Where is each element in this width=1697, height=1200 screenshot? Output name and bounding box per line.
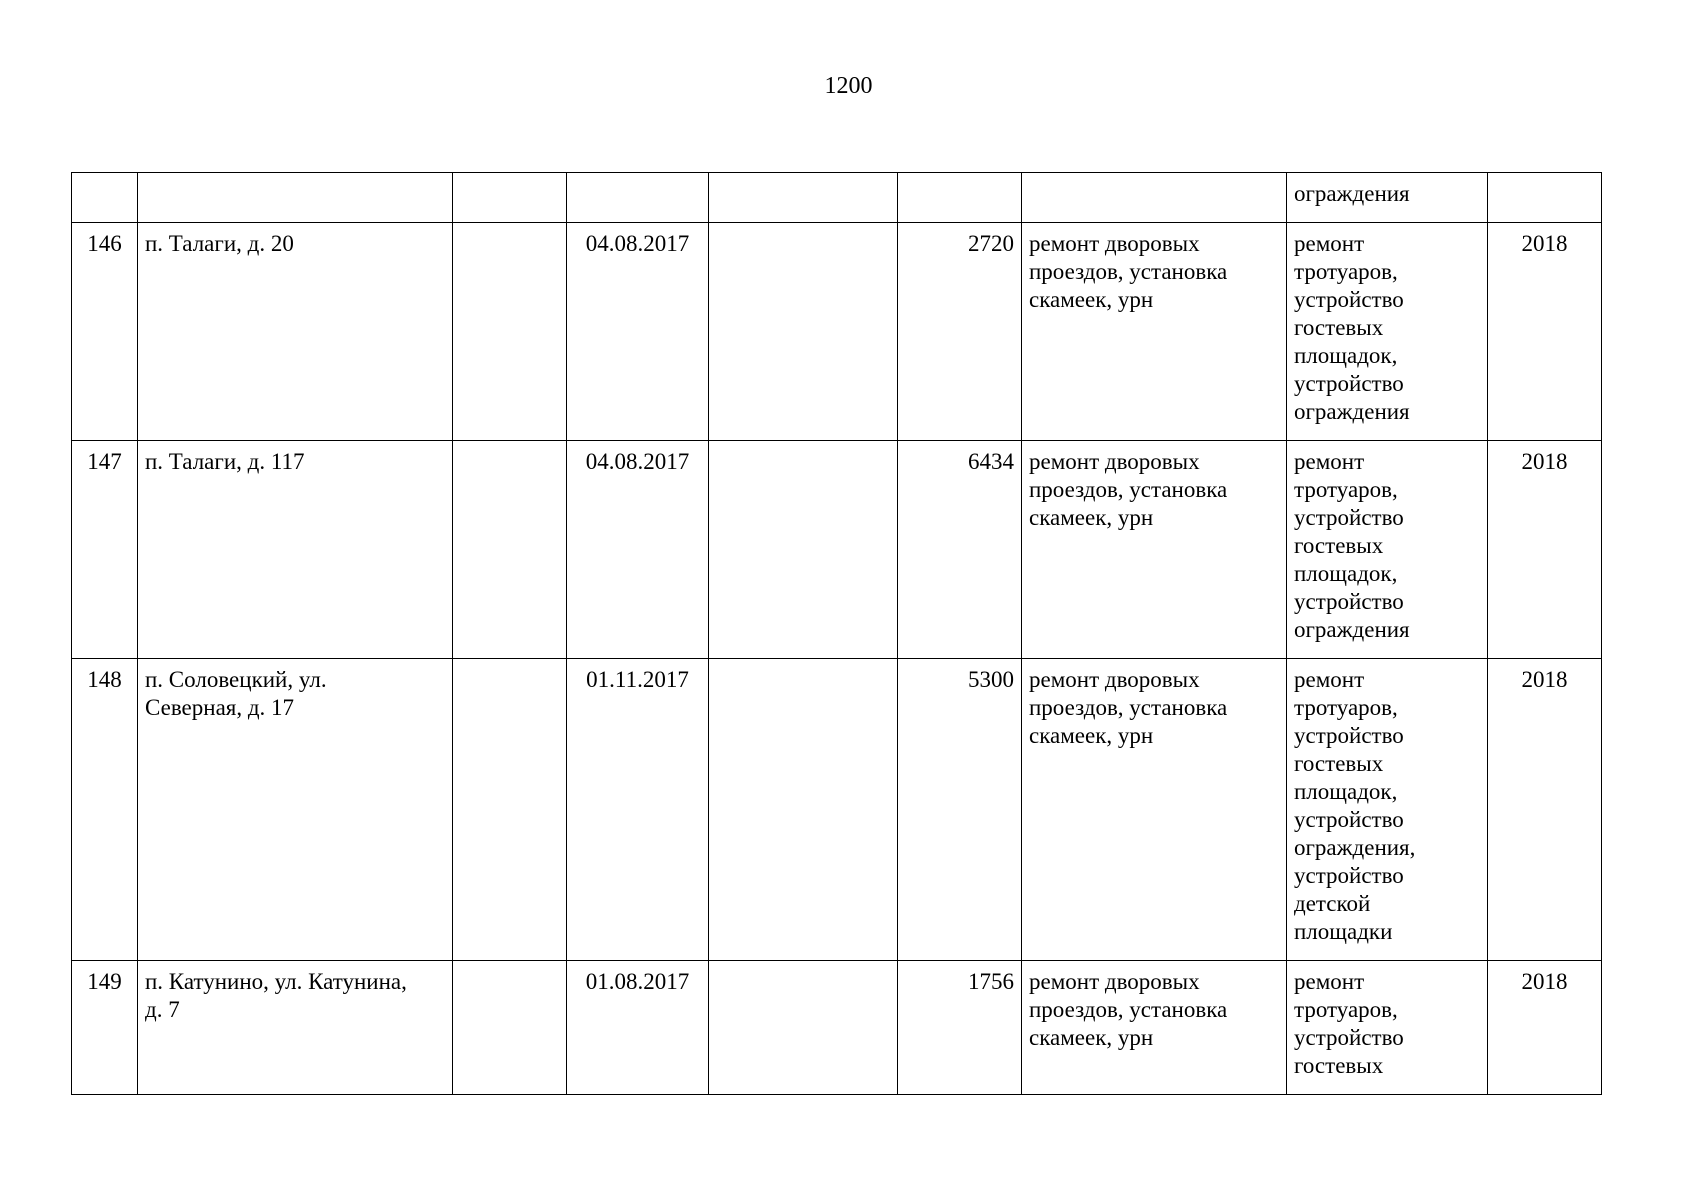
- cell-address-text: п. Соловецкий, ул. Северная, д. 17: [145, 667, 327, 720]
- cell-work-primary: [1022, 173, 1287, 223]
- cell-area: [898, 223, 1022, 441]
- cell-work-additional-text: ограждения: [1294, 181, 1410, 206]
- table-row: [72, 223, 1602, 441]
- cell-address: [138, 441, 453, 659]
- cell-number: [72, 659, 138, 961]
- cell-year-text: 2018: [1521, 449, 1568, 474]
- cell-area-text: 6434: [968, 449, 1014, 474]
- cell-area-text: 1756: [968, 969, 1014, 994]
- cell-date: [567, 173, 709, 223]
- cell-year: [1488, 173, 1602, 223]
- cell-empty: [453, 223, 567, 441]
- cell-work-primary-text: ремонт дворовых проездов, установка скамеек, урн: [1029, 449, 1228, 530]
- cell-work-primary-text: ремонт дворовых проездов, установка скамеек, урн: [1029, 667, 1228, 748]
- cell-work-additional-text: ремонт тротуаров, устройство гостевых площадок, устройство ограждения, устройство детской площадки: [1294, 667, 1416, 944]
- cell-work-primary: [1022, 659, 1287, 961]
- cell-year-text: 2018: [1521, 667, 1568, 692]
- table-row: [72, 961, 1602, 1095]
- cell-area-text: 2720: [968, 231, 1014, 256]
- cell-area: [898, 441, 1022, 659]
- cell-work-primary-text: ремонт дворовых проездов, установка скамеек, урн: [1029, 231, 1228, 312]
- cell-empty: [709, 961, 898, 1095]
- table-row: [72, 659, 1602, 961]
- cell-empty: [709, 441, 898, 659]
- cell-date-text: 01.08.2017: [585, 969, 690, 994]
- cell-work-additional: [1287, 173, 1488, 223]
- cell-work-additional-text: ремонт тротуаров, устройство гостевых площадок, устройство ограждения: [1294, 449, 1410, 642]
- cell-work-additional-text: ремонт тротуаров, устройство гостевых: [1294, 969, 1404, 1078]
- cell-date-text: 04.08.2017: [585, 231, 690, 256]
- table-row: [72, 173, 1602, 223]
- cell-work-primary: [1022, 223, 1287, 441]
- cell-address: [138, 173, 453, 223]
- cell-address-text: п. Талаги, д. 117: [145, 449, 305, 474]
- cell-number: [72, 961, 138, 1095]
- cell-work-additional: [1287, 659, 1488, 961]
- cell-number-text: 147: [87, 449, 122, 474]
- cell-work-additional-text: ремонт тротуаров, устройство гостевых площадок, устройство ограждения: [1294, 231, 1410, 424]
- cell-work-primary-text: ремонт дворовых проездов, установка скамеек, урн: [1029, 969, 1228, 1050]
- cell-number-text: 148: [87, 667, 122, 692]
- cell-work-additional: [1287, 441, 1488, 659]
- table-row: [72, 441, 1602, 659]
- cell-number-text: 146: [87, 231, 122, 256]
- cell-number: [72, 173, 138, 223]
- cell-address: [138, 961, 453, 1095]
- cell-area: [898, 659, 1022, 961]
- cell-area-text: 5300: [968, 667, 1014, 692]
- cell-work-primary: [1022, 961, 1287, 1095]
- cell-date: [567, 659, 709, 961]
- cell-year: [1488, 441, 1602, 659]
- cell-year: [1488, 223, 1602, 441]
- cell-empty: [709, 223, 898, 441]
- cell-year: [1488, 961, 1602, 1095]
- cell-date-text: 04.08.2017: [585, 449, 690, 474]
- cell-year: [1488, 659, 1602, 961]
- cell-year-text: 2018: [1521, 231, 1568, 256]
- cell-work-primary: [1022, 441, 1287, 659]
- cell-empty: [453, 659, 567, 961]
- cell-work-additional: [1287, 961, 1488, 1095]
- cell-empty: [453, 441, 567, 659]
- cell-date: [567, 223, 709, 441]
- cell-number: [72, 223, 138, 441]
- cell-date: [567, 441, 709, 659]
- page-number: 1200: [824, 73, 873, 99]
- cell-address: [138, 223, 453, 441]
- cell-address-text: п. Талаги, д. 20: [145, 231, 294, 256]
- cell-area: [898, 961, 1022, 1095]
- cell-empty: [709, 173, 898, 223]
- cell-date: [567, 961, 709, 1095]
- cell-empty: [453, 173, 567, 223]
- cell-address: [138, 659, 453, 961]
- cell-date-text: 01.11.2017: [586, 667, 689, 692]
- cell-work-additional: [1287, 223, 1488, 441]
- cell-address-text: п. Катунино, ул. Катунина, д. 7: [145, 969, 407, 1022]
- registry-table: [71, 172, 1602, 1095]
- cell-number: [72, 441, 138, 659]
- cell-area: [898, 173, 1022, 223]
- cell-empty: [709, 659, 898, 961]
- cell-year-text: 2018: [1521, 969, 1568, 994]
- cell-number-text: 149: [87, 969, 122, 994]
- cell-empty: [453, 961, 567, 1095]
